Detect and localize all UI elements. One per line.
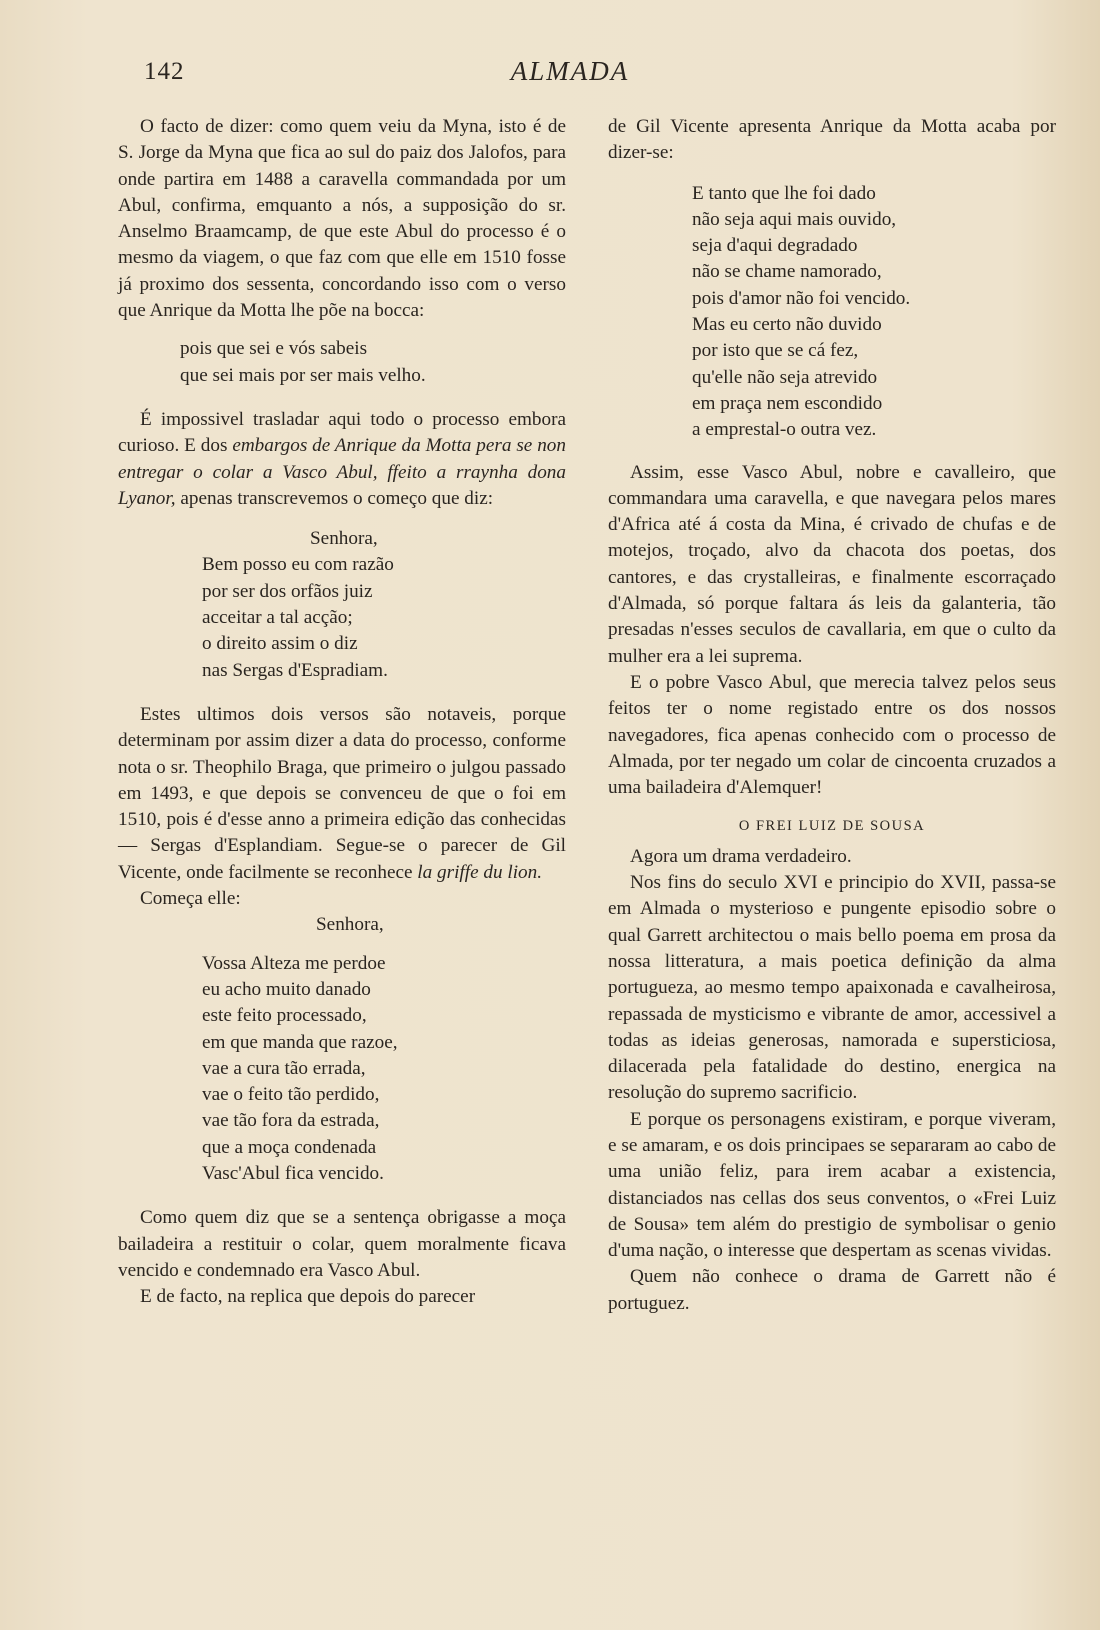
- paragraph: Começa elle:: [140, 888, 241, 910]
- paragraph: O facto de dizer: como quem veiu da Myna, isto é de S. Jorge da Myna que fica ao sul do paiz dos Jalofos, para onde partira em 1488 a caravella commandada por um Abul, confirma, emquanto a nós, a supposição do sr. Anselmo Braamcamp, de que este Abul do processo é o mesmo da viagem, o que faz com que elle em 1510 fosse já proximo dos sessenta, concordando isso com o verso que Anrique da Motta lhe põe na bocca:: [118, 116, 566, 322]
- verse-salutation: Senhora,: [316, 914, 384, 936]
- verse-salutation: Senhora,: [310, 528, 378, 550]
- verse-line: que a moça condenada: [202, 1136, 377, 1158]
- verse-line: pois d'amor não foi vencido.: [692, 287, 911, 309]
- section-heading: O FREI LUIZ DE SOUSA: [738, 818, 926, 835]
- verse-line: Vasc'Abul fica vencido.: [202, 1162, 384, 1184]
- paragraph: Nos fins do seculo XVI e principio do XVII, passa-se em Almada o mysterioso e pungente episodio sobre o qual Garrett architectou o mais bello poema em prosa da nossa litteratura, a mais poetica definição da alma portugueza, ao mesmo tempo apaixonada e cavalheirosa, repassada de mysticismo e vibrante de amor, accessivel a todas as ideias generosas, namorada e supersticiosa, dilacerada pela fatalidade do destino, energica na resolução do supremo sacrificio.: [608, 872, 1056, 1104]
- paragraph: [118, 702, 566, 886]
- verse-line: em que manda que razoe,: [202, 1031, 398, 1053]
- verse-line: acceitar a tal acção;: [202, 607, 353, 629]
- verse-line: Vossa Alteza me perdoe: [202, 952, 386, 974]
- verse-line: Bem posso eu com razão: [202, 554, 394, 576]
- verse-line: eu acho muito danado: [202, 978, 371, 1000]
- verse-line: vae tão fora da estrada,: [202, 1110, 380, 1132]
- verse-line: não se chame namorado,: [692, 261, 882, 283]
- paragraph-text: apenas transcrevemos o começo que diz:: [175, 487, 494, 509]
- verse-line: pois que sei e vós sabeis: [180, 338, 368, 360]
- paragraph: [118, 407, 566, 512]
- paragraph: Assim, esse Vasco Abul, nobre e cavalleiro, que commandara uma caravella, e que navegara pelos mares d'Africa até á costa da Mina, é crivado de chufas e de motejos, troçado, alvo da chacota dos poetas, dos cantores, e das crystalleiras, e finalmente escorraçado d'Almada, só porque faltara ás leis da galanteria, tão presadas n'esses seculos de cavallaria, em que o culto da mulher era a lei suprema.: [608, 461, 1056, 667]
- verse-line: não seja aqui mais ouvido,: [692, 208, 897, 230]
- verse-line: vae a cura tão errada,: [202, 1057, 366, 1079]
- verse-line: que sei mais por ser mais velho.: [180, 364, 426, 386]
- verse-line: por isto que se cá fez,: [692, 340, 859, 362]
- paragraph-text: Estes ultimos dois versos são notaveis, porque determinam por assim dizer a data do processo, conforme nota o sr. Theophilo Braga, que primeiro o julgou passado em 1493, e que depois se convenceu de que o foi em 1510, pois é d'esse anno a primeira edição das conhecidas — Sergas d'Esplandiam. Segue-se o parecer de Gil Vicente, onde facilmente se reconhece: [118, 703, 566, 883]
- verse-line: este feito processado,: [202, 1005, 367, 1027]
- page-number: 142: [144, 58, 185, 85]
- paragraph: E o pobre Vasco Abul, que merecia talvez pelos seus feitos ter o nome registado entre os dos nossos navegadores, fica apenas conhecido com o processo de Almada, por ter negado um colar de cincoenta cruzados a uma bailadeira d'Alemquer!: [608, 671, 1056, 799]
- verse-block: [118, 526, 566, 684]
- paragraph: Agora um drama verdadeiro.: [630, 845, 852, 867]
- running-title: ALMADA: [510, 56, 630, 86]
- page-header: [0, 52, 1100, 92]
- paragraph: E de facto, na replica que depois do parecer: [140, 1286, 476, 1308]
- left-column: [118, 114, 566, 1310]
- verse-block: [608, 181, 1056, 444]
- verse-line: seja d'aqui degradado: [692, 235, 858, 257]
- verse-line: o direito assim o diz: [202, 633, 358, 655]
- verse-line: vae o feito tão perdido,: [202, 1084, 380, 1106]
- verse-block: [118, 336, 566, 389]
- paragraph-text: É impossivel trasladar aqui todo o processo embora curioso. E dos: [118, 408, 566, 457]
- verse-line: nas Sergas d'Espradiam.: [202, 659, 388, 681]
- right-column: [608, 114, 1056, 1317]
- verse-line: em praça nem escondido: [692, 392, 883, 414]
- paragraph: Quem não conhece o drama de Garrett não é portuguez.: [608, 1266, 1056, 1314]
- verse-line: Mas eu certo não duvido: [692, 314, 882, 336]
- verse-line: qu'elle não seja atrevido: [692, 366, 878, 388]
- italic-quote: embargos de Anrique da Motta pera se non entregar o colar a Vasco Abul, ffeito a rraynha dona Lyanor,: [118, 435, 566, 509]
- verse-line: a emprestal-o outra vez.: [692, 419, 877, 441]
- paragraph: de Gil Vicente apresenta Anrique da Motta acaba por dizer-se:: [608, 116, 1056, 164]
- paragraph: E porque os personagens existiram, e porque viveram, e se amaram, e os dois principaes se separaram ao cabo de uma união feliz, para irem acabar a existencia, distanciados nas cellas dos seus conventos, o «Frei Luiz de Sousa» tem além do prestigio de symbolisar o genio d'uma nação, o interesse que despertam as scenas vividas.: [608, 1108, 1056, 1262]
- verse-line: por ser dos orfãos juiz: [202, 580, 373, 602]
- italic-quote: la griffe du lion.: [417, 861, 543, 883]
- verse-block: [118, 912, 566, 1187]
- verse-line: E tanto que lhe foi dado: [692, 182, 876, 204]
- paragraph: Como quem diz que se a sentença obrigasse a moça bailadeira a restituir o colar, quem moralmente ficava vencido e condemnado era Vasco Abul.: [118, 1207, 566, 1281]
